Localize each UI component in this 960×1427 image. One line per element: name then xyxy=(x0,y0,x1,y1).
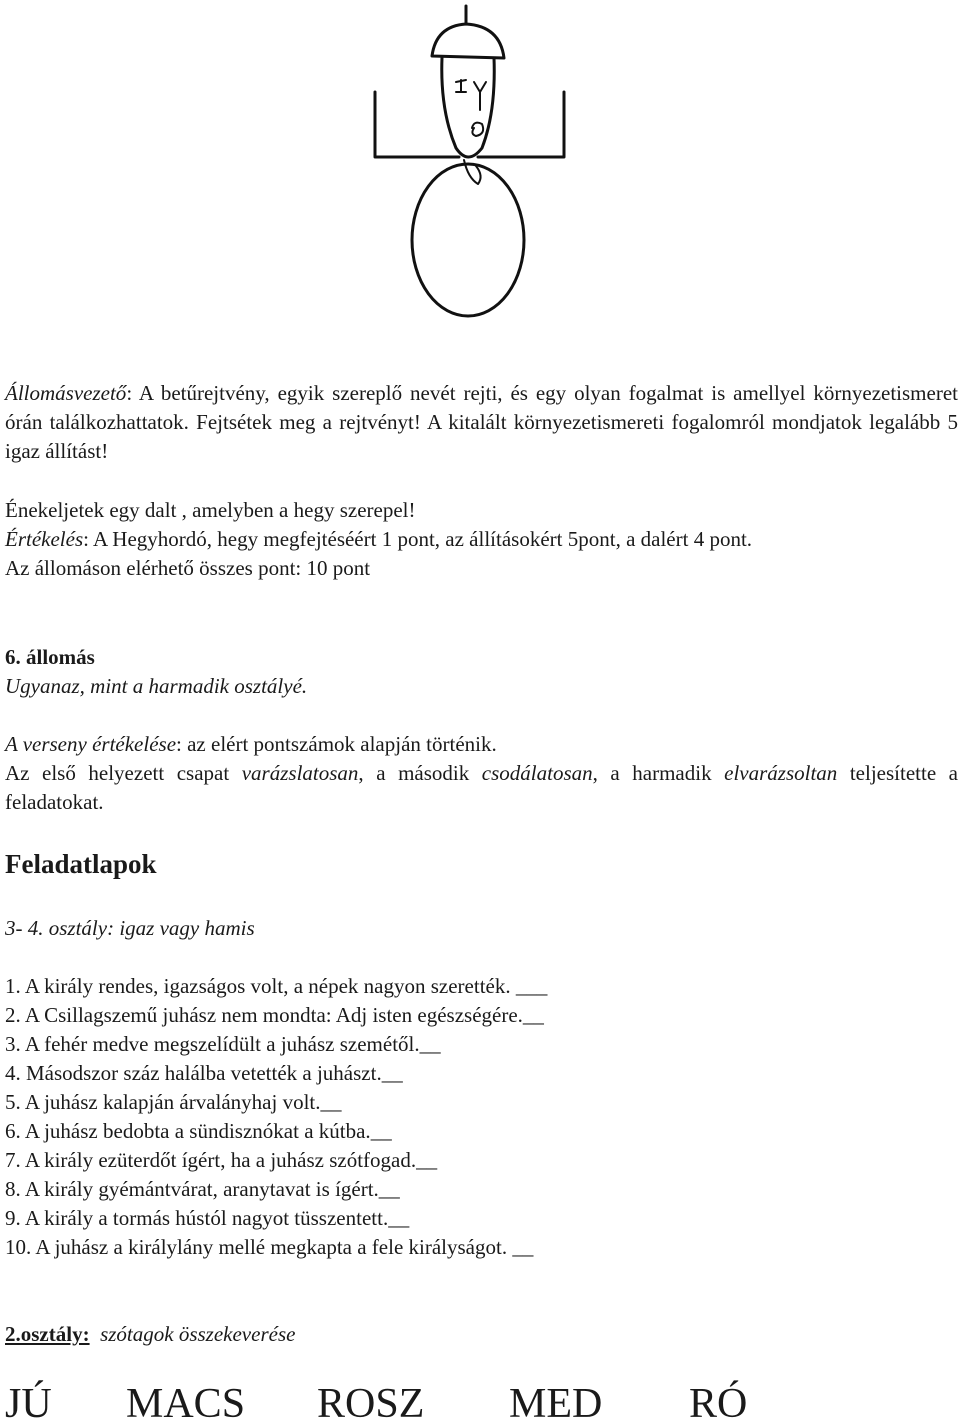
grade2-label: 2.osztály: xyxy=(5,1322,90,1346)
station-text: Ugyanaz, mint a harmadik osztályé. xyxy=(5,674,308,698)
answer-blank[interactable]: ___ xyxy=(515,974,548,998)
question-item xyxy=(5,1175,958,1204)
ranking-text-2: , a második xyxy=(358,761,482,785)
question-text: 8. A király gyémántvárat, aranytavat is ígért. xyxy=(5,1177,379,1201)
station-title: 6. állomás xyxy=(5,645,95,669)
ranking-paragraph xyxy=(5,759,958,817)
intro-label: Állomásvezető xyxy=(5,381,127,405)
question-text: 6. A juhász bedobta a sündisznókat a kútba. xyxy=(5,1119,371,1143)
answer-blank[interactable]: __ xyxy=(381,1061,403,1085)
intro-text: : A betűrejtvény, egyik szereplő nevét rejti, és egy olyan fogalmat is amellyel környezetismeret órán találkozhattatok. Fejtsétek meg a rejtvényt! A kitalált környezetismereti fogalomról mondjatok legalább 5 igaz állítást! xyxy=(5,381,958,463)
question-item xyxy=(5,1059,958,1088)
syllable: JÚ xyxy=(5,1381,52,1427)
answer-blank[interactable]: __ xyxy=(522,1003,544,1027)
answer-blank[interactable]: __ xyxy=(416,1148,438,1172)
answer-blank[interactable]: __ xyxy=(320,1090,342,1114)
syllable: MACS xyxy=(126,1381,246,1427)
ranking-text-4: teljesítette a feladatokat. xyxy=(5,761,958,814)
ranking-word-second: csodálatosan xyxy=(481,761,593,785)
question-item xyxy=(5,972,958,1001)
question-item xyxy=(5,1146,958,1175)
question-text: 4. Másodszor száz halálba vetették a juhászt. xyxy=(5,1061,382,1085)
answer-blank[interactable]: __ xyxy=(512,1235,534,1259)
answer-blank[interactable]: __ xyxy=(370,1119,392,1143)
question-text: 1. A király rendes, igazságos volt, a népek nagyon szerették. xyxy=(5,974,516,998)
question-text: 9. A király a tormás hústól nagyot tüsszentett. xyxy=(5,1206,389,1230)
evaluation-paragraph xyxy=(5,525,958,583)
body xyxy=(412,164,524,316)
ranking-text-1: Az első helyezett csapat xyxy=(5,761,242,785)
syllable-row xyxy=(5,1383,765,1425)
syllable: MED xyxy=(509,1381,603,1427)
hat xyxy=(432,24,504,58)
contest-label: A verseny értékelése xyxy=(5,732,177,756)
evaluation-total: Az állomáson elérhető összes pont: 10 pont xyxy=(5,556,371,580)
question-item xyxy=(5,1204,958,1233)
question-text: 10. A juhász a királylány mellé megkapta a fele királyságot. xyxy=(5,1235,513,1259)
syllable: RÓ xyxy=(689,1381,748,1427)
question-text: 7. A király ezüterdőt ígért, ha a juhász szótfogad. xyxy=(5,1148,417,1172)
question-text: 3. A fehér medve megszelídült a juhász szemétől. xyxy=(5,1032,420,1056)
section-heading: Feladatlapok xyxy=(5,849,157,879)
syllable: ROSZ xyxy=(317,1381,425,1427)
intro-paragraph xyxy=(5,379,958,466)
ranking-text-3: , a harmadik xyxy=(592,761,725,785)
station-section xyxy=(5,643,958,701)
grade34-title: 3- 4. osztály: igaz vagy hamis xyxy=(5,916,255,940)
contest-evaluation xyxy=(5,730,958,759)
ranking-word-first: varázslatosan xyxy=(241,761,359,785)
arms xyxy=(375,92,564,157)
sing-instruction: Énekeljetek egy dalt , amelyben a hegy szerepel! xyxy=(5,498,416,522)
face xyxy=(442,58,494,157)
question-item xyxy=(5,1001,958,1030)
hand-drawn-figure xyxy=(370,0,570,320)
ranking-word-third: elvarázsoltan xyxy=(724,761,838,785)
grade2-task: szótagok összekeverése xyxy=(100,1322,296,1346)
question-text: 5. A juhász kalapján árvalányhaj volt. xyxy=(5,1090,321,1114)
answer-blank[interactable]: __ xyxy=(419,1032,441,1056)
grade2-heading xyxy=(5,1320,958,1349)
question-item xyxy=(5,1233,958,1262)
question-text: 2. A Csillagszemű juhász nem mondta: Adj isten egészségére. xyxy=(5,1003,523,1027)
evaluation-text: : A Hegyhordó, hegy megfejtéséért 1 pont, az állításokért 5pont, a dalért 4 pont. xyxy=(83,527,753,551)
answer-blank[interactable]: __ xyxy=(388,1206,410,1230)
answer-blank[interactable]: __ xyxy=(378,1177,400,1201)
question-item xyxy=(5,1030,958,1059)
question-item xyxy=(5,1117,958,1146)
question-item xyxy=(5,1088,958,1117)
contest-text: : az elért pontszámok alapján történik. xyxy=(176,732,497,756)
question-list xyxy=(5,972,958,1262)
evaluation-label: Értékelés xyxy=(5,527,84,551)
